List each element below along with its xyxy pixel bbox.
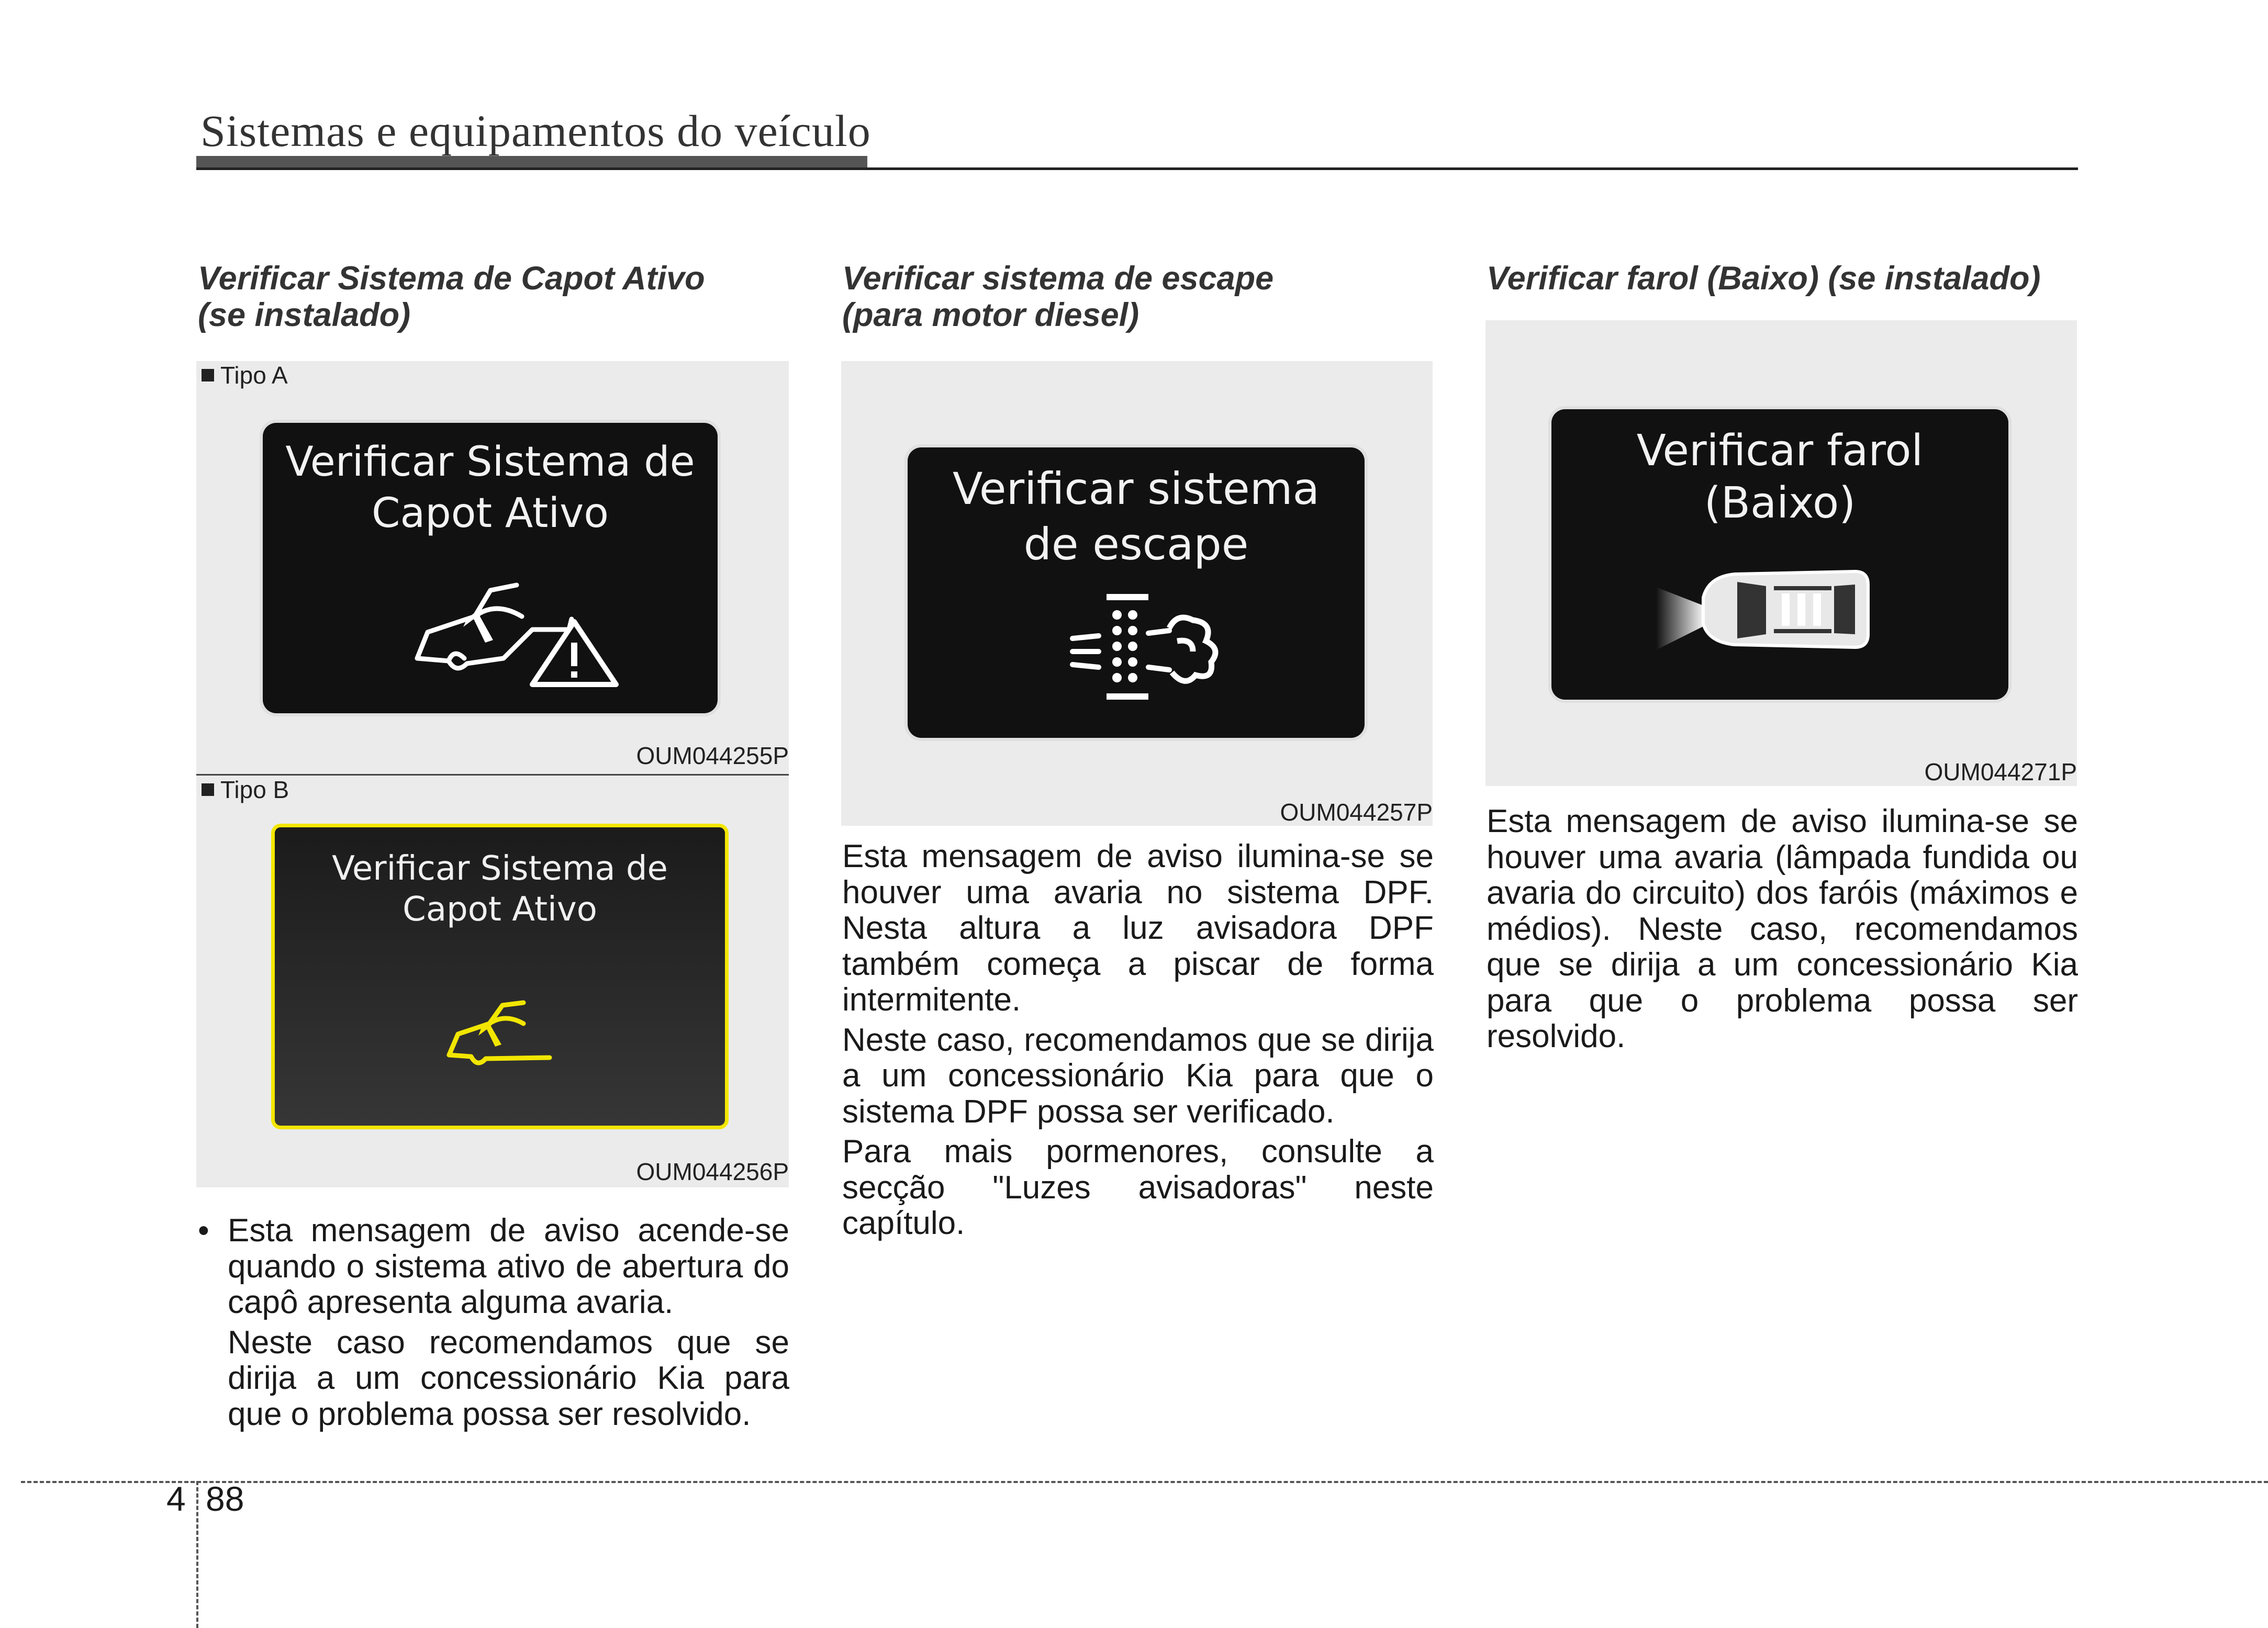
bullet: • (198, 1212, 209, 1249)
screen-message: Verificar sistema de escape (952, 463, 1320, 570)
figure-type-label: Tipo B (202, 776, 289, 804)
headlight-low-icon (1646, 561, 1939, 666)
warning-screen (263, 423, 718, 713)
figure-type-label: Tipo A (202, 361, 288, 389)
header-rule-thin (196, 167, 2078, 170)
screen-message: Verificar Sistema de Capot Ativo (332, 849, 668, 929)
footer-dashed-divider (196, 1481, 198, 1628)
figure-farol (1485, 320, 2077, 786)
figure-code: OUM044255P (636, 742, 789, 769)
escape-description: Esta mensagem de aviso ilumina-se se houver uma avaria no sistema DPF. Nesta altura a luz avisadora DPF também começa a piscar de forma intermitente. Neste caso, recomendamos que se dirija a um concessionário Kia para que o sistema DPF possa ser verificado. Para mais pormenores, consulte a secção "Luzes avisadoras" neste capítulo. (842, 838, 1434, 1241)
farol-description: Esta mensagem de aviso ilumina-se se houver uma avaria (lâmpada fundida ou avaria do circuito) dos faróis (máximos e médios). Neste caso, recomendamos que se dirija a um concessionário Kia para que o problema possa ser resolvido. (1487, 803, 2078, 1054)
chapter-number: 4 (166, 1479, 186, 1518)
section-title-capot: Verificar Sistema de Capot Ativo (se instalado) (198, 260, 705, 333)
figure-code: OUM044257P (1280, 799, 1433, 826)
dpf-icon (1065, 589, 1227, 709)
figure-tipo-a (196, 361, 789, 774)
warning-screen (908, 447, 1365, 738)
square-bullet-icon (202, 369, 214, 381)
page-number: 88 (206, 1479, 244, 1518)
active-hood-icon (445, 995, 565, 1073)
figure-tipo-b (196, 776, 789, 1187)
screen-message: Verificar Sistema de Capot Ativo (285, 439, 695, 537)
figure-code: OUM044271P (1924, 758, 2077, 785)
chapter-title: Sistemas e equipamentos do veículo (200, 106, 871, 156)
figure-code: OUM044256P (636, 1158, 789, 1185)
warning-screen (1551, 409, 2008, 700)
capot-description: • Esta mensagem de aviso acende-se quando o sistema ativo de abertura do capô apresenta alguma avaria. Neste caso recomendamos que se dirija a um concessionário Kia para que o problema possa ser resolvido. (198, 1212, 789, 1432)
screen-message: Verificar farol (Baixo) (1636, 426, 1924, 528)
footer-dashed-rule (21, 1481, 2268, 1483)
section-title-escape: Verificar sistema de escape (para motor diesel) (842, 260, 1274, 333)
warning-screen-yellow (271, 824, 729, 1129)
active-hood-warning-icon (412, 569, 621, 695)
section-title-farol: Verificar farol (Baixo) (se instalado) (1487, 260, 2041, 297)
square-bullet-icon (202, 783, 214, 796)
figure-escape (841, 361, 1433, 826)
